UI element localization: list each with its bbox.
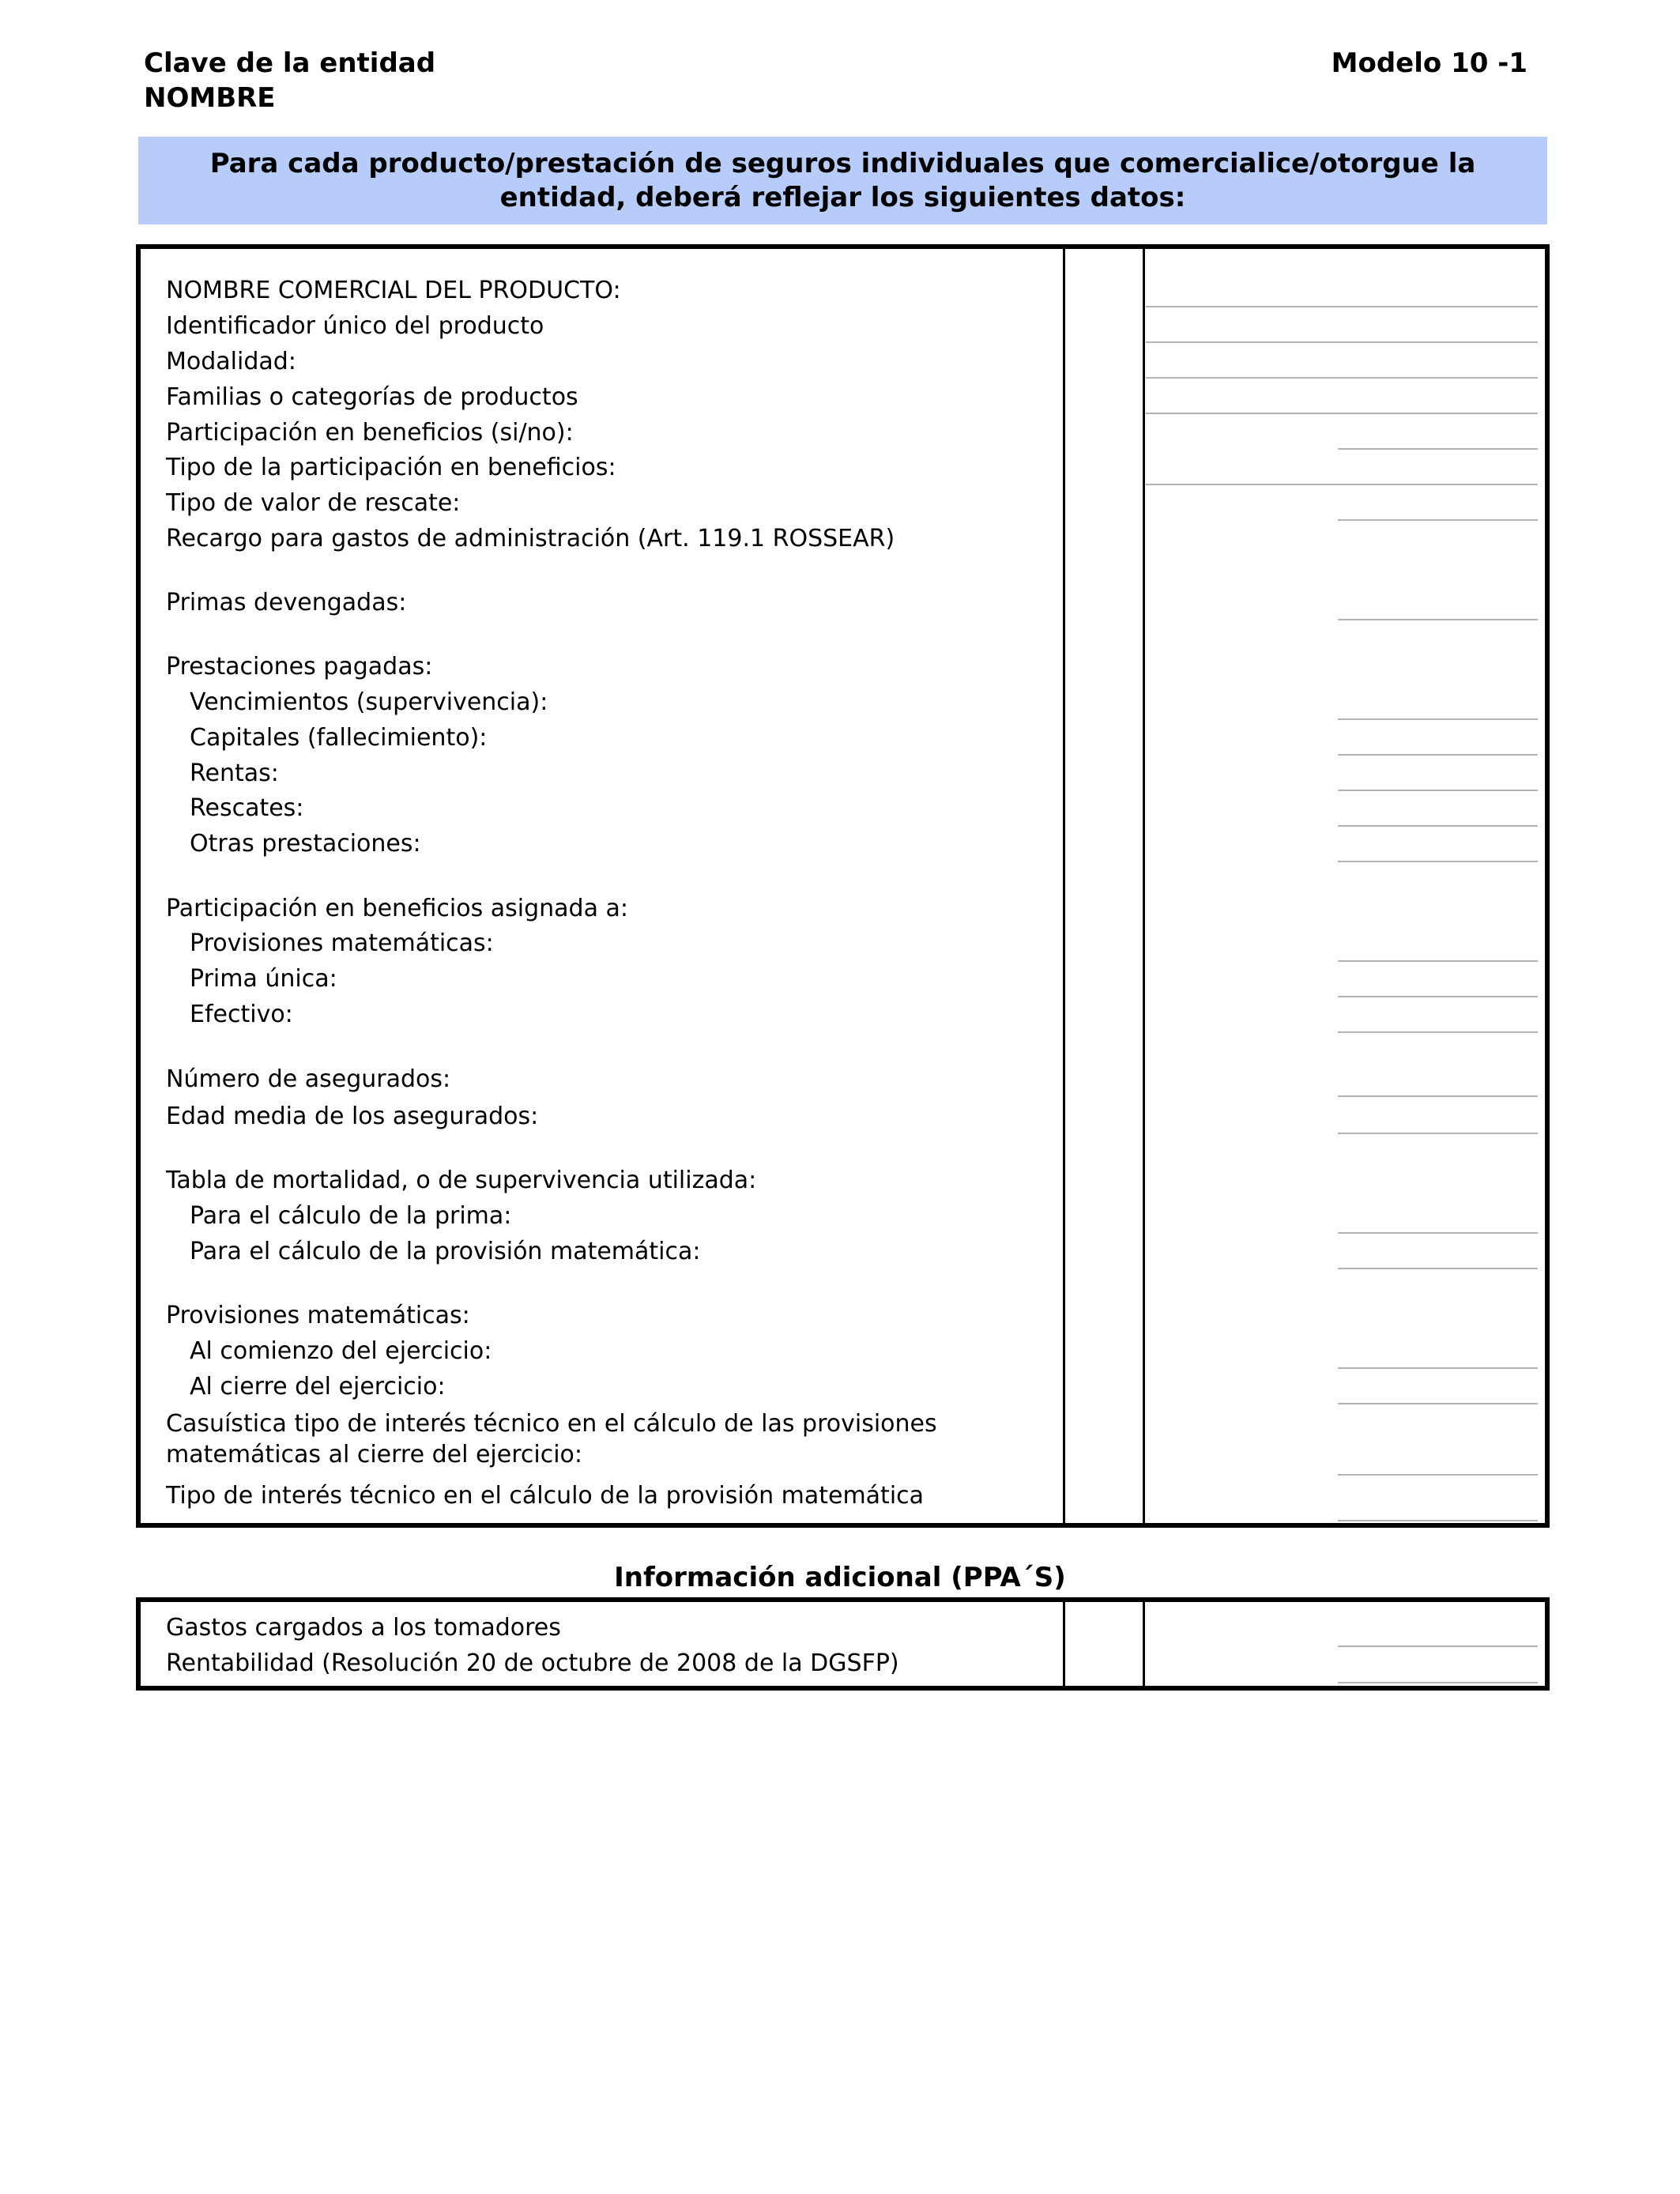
field-label-capitales: Capitales (fallecimiento):	[190, 724, 488, 752]
field-label-familias: Familias o categorías de productos	[166, 383, 578, 411]
field-label-cierre-ejercicio: Al cierre del ejercicio:	[190, 1373, 446, 1400]
field-label-modalidad: Modalidad:	[166, 348, 296, 375]
answer-line	[1338, 960, 1538, 962]
column-divider	[1063, 1602, 1065, 1686]
answer-line	[1338, 1367, 1538, 1369]
answer-line	[1338, 790, 1538, 791]
instructions-text: Para cada producto/prestación de seguros individuales que comercialice/otorgue la entidad, deberá reflejar los siguientes datos:	[209, 147, 1476, 213]
answer-line	[1146, 306, 1538, 307]
field-label-comienzo-ejercicio: Al comienzo del ejercicio:	[190, 1337, 492, 1365]
answer-line	[1338, 1232, 1538, 1234]
answer-line	[1146, 377, 1538, 379]
answer-line	[1338, 519, 1538, 521]
field-label-vencimientos: Vencimientos (supervivencia):	[190, 688, 548, 716]
section-label-tabla-mortalidad: Tabla de mortalidad, o de supervivencia utilizada:	[166, 1167, 757, 1194]
answer-line	[1338, 754, 1538, 756]
field-label-tipo-participacion: Tipo de la participación en beneficios:	[166, 454, 616, 481]
field-label-numero-asegurados: Número de asegurados:	[166, 1065, 451, 1093]
answer-line	[1338, 1474, 1538, 1476]
field-label-recargo: Recargo para gastos de administración (Art. 119.1 ROSSEAR)	[166, 525, 895, 552]
field-label-calculo-provision: Para el cálculo de la provisión matemática:	[190, 1238, 701, 1265]
field-label-tipo-rescate: Tipo de valor de rescate:	[166, 489, 461, 517]
answer-line	[1338, 861, 1538, 862]
answer-line	[1338, 1682, 1538, 1683]
field-label-edad-media: Edad media de los asegurados:	[166, 1103, 539, 1130]
answer-line	[1338, 1095, 1538, 1097]
section-label-participacion-asignada: Participación en beneficios asignada a:	[166, 895, 629, 922]
column-divider	[1143, 1602, 1145, 1686]
answer-line	[1338, 1031, 1538, 1033]
answer-line	[1338, 1646, 1538, 1647]
answer-line	[1338, 1268, 1538, 1269]
answer-line	[1146, 484, 1538, 485]
additional-info-title: Información adicional (PPA´S)	[614, 1562, 1066, 1593]
answer-line	[1338, 996, 1538, 997]
additional-info-form	[136, 1597, 1550, 1691]
answer-line	[1338, 1133, 1538, 1134]
field-label-rentabilidad: Rentabilidad (Resolución 20 de octubre de 2008 de la DGSFP)	[166, 1649, 899, 1677]
field-label-prima-unica: Prima única:	[190, 965, 337, 993]
field-label-gastos-tomadores: Gastos cargados a los tomadores	[166, 1614, 561, 1642]
field-label-tipo-interes: Tipo de interés técnico en el cálculo de la provisión matemática	[166, 1482, 925, 1510]
field-label-identificador: Identificador único del producto	[166, 312, 544, 340]
column-divider	[1143, 249, 1145, 1523]
section-label-prestaciones: Prestaciones pagadas:	[166, 653, 433, 680]
answer-line	[1338, 448, 1538, 450]
section-label-provisiones: Provisiones matemáticas:	[166, 1302, 470, 1329]
product-data-form	[136, 244, 1550, 1528]
field-label-efectivo: Efectivo:	[190, 1001, 293, 1028]
model-number-label: Modelo 10 -1	[1331, 47, 1527, 79]
field-label-casuistica: Casuística tipo de interés técnico en el cálculo de las provisiones matemáticas al cierre del ejercicio:	[166, 1410, 937, 1468]
answer-line	[1146, 341, 1538, 343]
answer-line	[1338, 619, 1538, 620]
field-label-rentas: Rentas:	[190, 760, 279, 787]
field-label-provisiones-asignada: Provisiones matemáticas:	[190, 929, 494, 957]
field-label-nombre-comercial: NOMBRE COMERCIAL DEL PRODUCTO:	[166, 277, 621, 304]
answer-line	[1338, 718, 1538, 720]
column-divider	[1063, 249, 1065, 1523]
field-label-rescates: Rescates:	[190, 794, 304, 822]
answer-line	[1338, 825, 1538, 827]
answer-line	[1146, 413, 1538, 414]
field-label-primas: Primas devengadas:	[166, 589, 407, 616]
answer-line	[1338, 1403, 1538, 1404]
entity-key-label: Clave de la entidad	[144, 47, 436, 79]
entity-name-label: NOMBRE	[144, 82, 276, 114]
field-label-otras-prestaciones: Otras prestaciones:	[190, 830, 421, 858]
field-label-participacion: Participación en beneficios (si/no):	[166, 419, 574, 447]
answer-line	[1338, 1520, 1538, 1521]
field-label-calculo-prima: Para el cálculo de la prima:	[190, 1202, 512, 1230]
instructions-banner	[138, 137, 1547, 224]
